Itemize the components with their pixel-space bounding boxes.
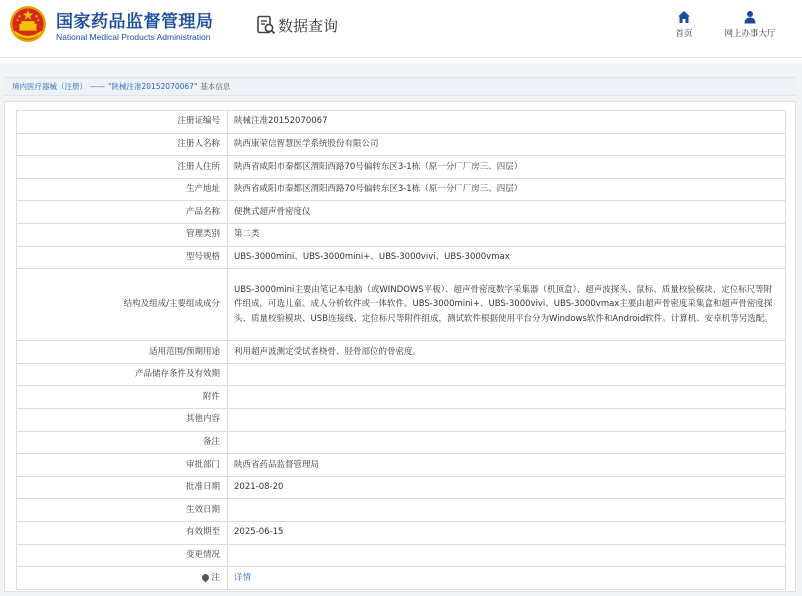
row-value: 陕西康荣信智慧医学系统股份有限公司 (228, 133, 786, 156)
nav-home[interactable] (668, 10, 700, 39)
table-row (17, 567, 786, 590)
table-row (17, 201, 786, 224)
table-row (17, 544, 786, 567)
table-row (17, 363, 786, 386)
table-row (17, 156, 786, 179)
row-label: 型号规格 (17, 246, 228, 269)
site-name-cn: 国家药品监督管理局 (56, 12, 214, 32)
row-label: 审批部门 (17, 454, 228, 477)
table-row (17, 111, 786, 134)
detail-table (16, 110, 786, 590)
nav-online-service-hall-label: 网上办事大厅 (724, 29, 776, 39)
breadcrumb-record-link[interactable]: "陕械注准20152070067" (108, 82, 198, 91)
national-emblem-icon (9, 5, 47, 43)
row-label: 产品储存条件及有效期 (17, 363, 228, 386)
table-row (17, 476, 786, 499)
row-label: 结构及组成/主要组成成分 (17, 269, 228, 341)
table-row (17, 133, 786, 156)
detail-card (4, 101, 796, 592)
row-label: 有效期至 (17, 521, 228, 544)
table-row (17, 341, 786, 364)
row-value: 陕械注准20152070067 (228, 111, 786, 134)
row-label: 产品名称 (17, 201, 228, 224)
table-row (17, 269, 786, 341)
table-row (17, 521, 786, 544)
row-value (228, 431, 786, 454)
site-name-en: National Medical Products Administration (56, 32, 211, 42)
breadcrumb (4, 77, 796, 96)
row-value: 第二类 (228, 223, 786, 246)
data-search-icon (256, 15, 276, 35)
breadcrumb-current: 基本信息 (200, 82, 231, 91)
row-label: 生产地址 (17, 178, 228, 201)
table-row (17, 408, 786, 431)
row-label: 注册证编号 (17, 111, 228, 134)
user-icon (743, 10, 757, 24)
table-row (17, 454, 786, 477)
row-label: 生效日期 (17, 499, 228, 522)
site-header (0, 0, 802, 58)
row-value (228, 567, 786, 590)
row-label: 附件 (17, 386, 228, 409)
row-label: 注 (211, 572, 220, 583)
row-value: 2021-08-20 (228, 476, 786, 499)
row-value: 2025-06-15 (228, 521, 786, 544)
row-value: 陕西省咸阳市秦都区渭阳西路70号偏转东区3-1栋（原一分厂厂房三、四层） (228, 178, 786, 201)
row-value (228, 544, 786, 567)
breadcrumb-separator: —— (90, 82, 105, 91)
row-value: UBS-3000mini主要由笔记本电脑（或WINDOWS平板）、超声骨密度数字采集器（机顶盒）、超声波探头、鼠标、质量校验模块、定位标尺等附件组成，可选儿童、成人分析软件或一体软件。UBS-3000mini+、UBS-3000vivi、UBS-3000vmax主要由超声骨密度采集盒和超声骨密度探头、质量校验模块、USB连接线、定位标尺等附件组成，测试软件根据使用平台分为Windows软件和Android软件。计算机、安卓机等另选配。 (228, 269, 786, 341)
row-label: 批准日期 (17, 476, 228, 499)
table-row (17, 246, 786, 269)
table-row (17, 499, 786, 522)
row-value: UBS-3000mini、UBS-3000mini+、UBS-3000vivi、UBS-3000vmax (228, 246, 786, 269)
nav-online-service-hall[interactable] (718, 10, 782, 39)
note-label-cell (17, 567, 228, 590)
row-value (228, 363, 786, 386)
table-row (17, 223, 786, 246)
table-row (17, 431, 786, 454)
row-label: 备注 (17, 431, 228, 454)
row-label: 变更情况 (17, 544, 228, 567)
row-value: 便携式超声骨密度仪 (228, 201, 786, 224)
breadcrumb-category-link[interactable]: 境内医疗器械（注册） (12, 82, 87, 91)
table-row (17, 178, 786, 201)
row-value: 陕西省药品监督管理局 (228, 454, 786, 477)
section-title: 数据查询 (278, 16, 339, 35)
nav-home-label: 首页 (675, 29, 693, 39)
section-heading (256, 13, 338, 37)
row-value (228, 408, 786, 431)
row-label: 管理类别 (17, 223, 228, 246)
row-value: 陕西省咸阳市秦都区渭阳西路70号偏转东区3-1栋（原一分厂厂房三、四层） (228, 156, 786, 179)
row-value: 利用超声波测定受试者桡骨、胫骨部位的骨密度。 (228, 341, 786, 364)
row-label: 注册人名称 (17, 133, 228, 156)
row-value (228, 499, 786, 522)
home-icon (677, 10, 691, 24)
pin-icon (201, 572, 211, 582)
row-value (228, 386, 786, 409)
table-row (17, 386, 786, 409)
details-link[interactable]: 详情 (234, 572, 252, 583)
row-label: 适用范围/预期用途 (17, 341, 228, 364)
row-label: 其他内容 (17, 408, 228, 431)
row-label: 注册人住所 (17, 156, 228, 179)
